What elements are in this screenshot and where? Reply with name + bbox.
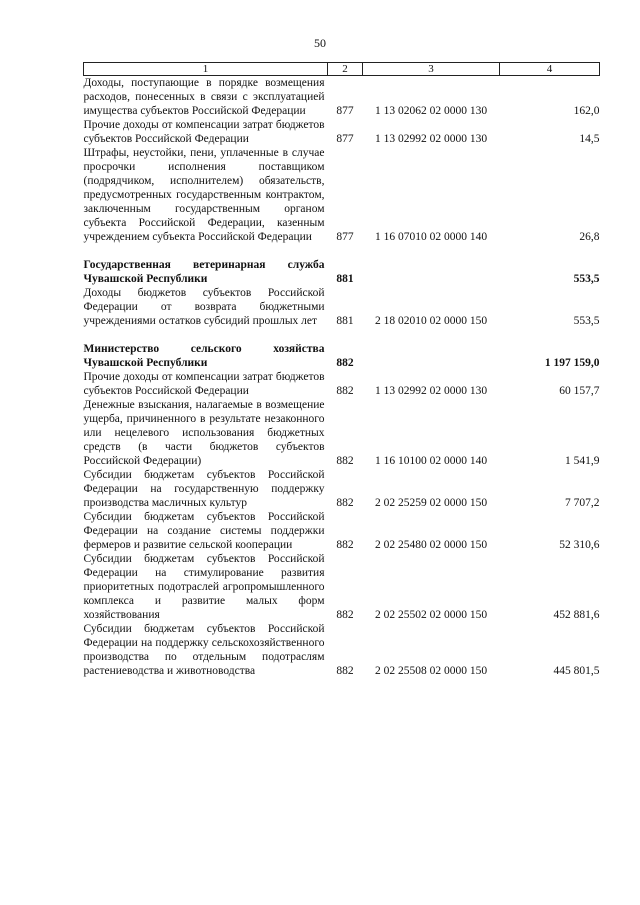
revenue-code: 2 02 25259 02 0000 150 xyxy=(374,497,488,509)
table-row xyxy=(84,552,600,622)
revenue-code: 2 02 25508 02 0000 150 xyxy=(374,665,488,677)
amount: 452 881,6 xyxy=(553,609,600,621)
admin-code: 882 xyxy=(336,385,354,397)
table-row xyxy=(84,76,600,119)
admin-code: 882 xyxy=(336,665,354,677)
row-description: Доходы, поступающие в порядке возмещения расходов, понесенных в связи с эксплуатацией имущества субъектов Российской Федерации xyxy=(83,77,325,117)
amount: 26,8 xyxy=(579,231,600,243)
admin-code: 877 xyxy=(336,105,354,117)
revenue-code: 1 13 02062 02 0000 130 xyxy=(374,105,488,117)
organization-row xyxy=(84,258,600,286)
header-row xyxy=(84,63,600,76)
row-description: Штрафы, неустойки, пени, уплаченные в случае просрочки исполнения поставщиком (подрядчиком, исполнителем) обязательств, предусмотренных государственным контрактом, заключенным государственным органом субъекта Российской Федерации, казенным учреждением субъекта Российской Федерации xyxy=(83,147,325,243)
amount: 162,0 xyxy=(573,105,600,117)
admin-code: 882 xyxy=(336,497,354,509)
row-description: Прочие доходы от компенсации затрат бюджетов субъектов Российской Федерации xyxy=(83,119,325,145)
table-row xyxy=(84,370,600,398)
table-row xyxy=(84,510,600,552)
table-row xyxy=(84,286,600,328)
revenue-table xyxy=(83,62,600,678)
revenue-code: 2 02 25480 02 0000 150 xyxy=(374,539,488,551)
page-number: 50 xyxy=(314,36,326,50)
amount: 60 157,7 xyxy=(559,385,600,397)
admin-code: 877 xyxy=(336,133,354,145)
row-description: Доходы бюджетов субъектов Российской Федерации от возврата бюджетными учреждениями остатков субсидий прошлых лет xyxy=(83,287,325,327)
column-header-3: 3 xyxy=(363,63,500,76)
row-description: Субсидии бюджетам субъектов Российской Федерации на государственную поддержку производства масличных культур xyxy=(83,469,325,509)
organization-total: 1 197 159,0 xyxy=(544,357,600,369)
row-description: Прочие доходы от компенсации затрат бюджетов субъектов Российской Федерации xyxy=(83,371,325,397)
admin-code: 882 xyxy=(336,539,354,551)
row-description: Денежные взыскания, налагаемые в возмещение ущерба, причиненного в результате незаконного или нецелевого использования бюджетных средств (в части бюджетов субъектов Российской Федерации) xyxy=(83,399,325,467)
column-header-1: 1 xyxy=(84,63,328,76)
spacer-row xyxy=(84,328,600,342)
amount: 7 707,2 xyxy=(565,497,600,509)
revenue-code: 1 16 10100 02 0000 140 xyxy=(374,455,488,467)
table-row xyxy=(84,622,600,678)
table-row xyxy=(84,398,600,468)
revenue-code: 2 02 25502 02 0000 150 xyxy=(374,609,488,621)
table-row xyxy=(84,146,600,244)
revenue-code xyxy=(363,342,500,370)
admin-code: 877 xyxy=(336,231,354,243)
organization-row xyxy=(84,342,600,370)
row-description: Субсидии бюджетам субъектов Российской Федерации на создание системы поддержки фермеров и развитие сельской кооперации xyxy=(83,511,325,551)
admin-code: 881 xyxy=(336,315,354,327)
row-description: Субсидии бюджетам субъектов Российской Федерации на стимулирование развития приоритетных подотраслей агропромышленного комплекса и развитие малых форм хозяйствования xyxy=(83,553,325,621)
column-header-2: 2 xyxy=(328,63,363,76)
table-row xyxy=(84,118,600,146)
amount: 553,5 xyxy=(573,315,600,327)
admin-code: 882 xyxy=(336,455,354,467)
revenue-code xyxy=(363,258,500,286)
revenue-code: 1 16 07010 02 0000 140 xyxy=(374,231,488,243)
admin-code: 882 xyxy=(336,609,354,621)
revenue-code: 2 18 02010 02 0000 150 xyxy=(374,315,488,327)
amount: 1 541,9 xyxy=(565,455,600,467)
organization-total: 553,5 xyxy=(573,273,600,285)
admin-code: 881 xyxy=(336,273,354,285)
column-header-4: 4 xyxy=(500,63,600,76)
row-description: Субсидии бюджетам субъектов Российской Федерации на поддержку сельскохозяйственного производства по отдельным подотраслям растениеводства и животноводства xyxy=(83,623,325,677)
revenue-code: 1 13 02992 02 0000 130 xyxy=(374,385,488,397)
amount: 445 801,5 xyxy=(553,665,600,677)
table-row xyxy=(84,468,600,510)
spacer-row xyxy=(84,244,600,258)
amount: 52 310,6 xyxy=(559,539,600,551)
admin-code: 882 xyxy=(336,357,354,369)
revenue-code: 1 13 02992 02 0000 130 xyxy=(374,133,488,145)
organization-name: Государственная ветеринарная служба Чувашской Республики xyxy=(83,259,325,285)
amount: 14,5 xyxy=(579,133,600,145)
organization-name: Министерство сельского хозяйства Чувашской Республики xyxy=(83,343,325,369)
